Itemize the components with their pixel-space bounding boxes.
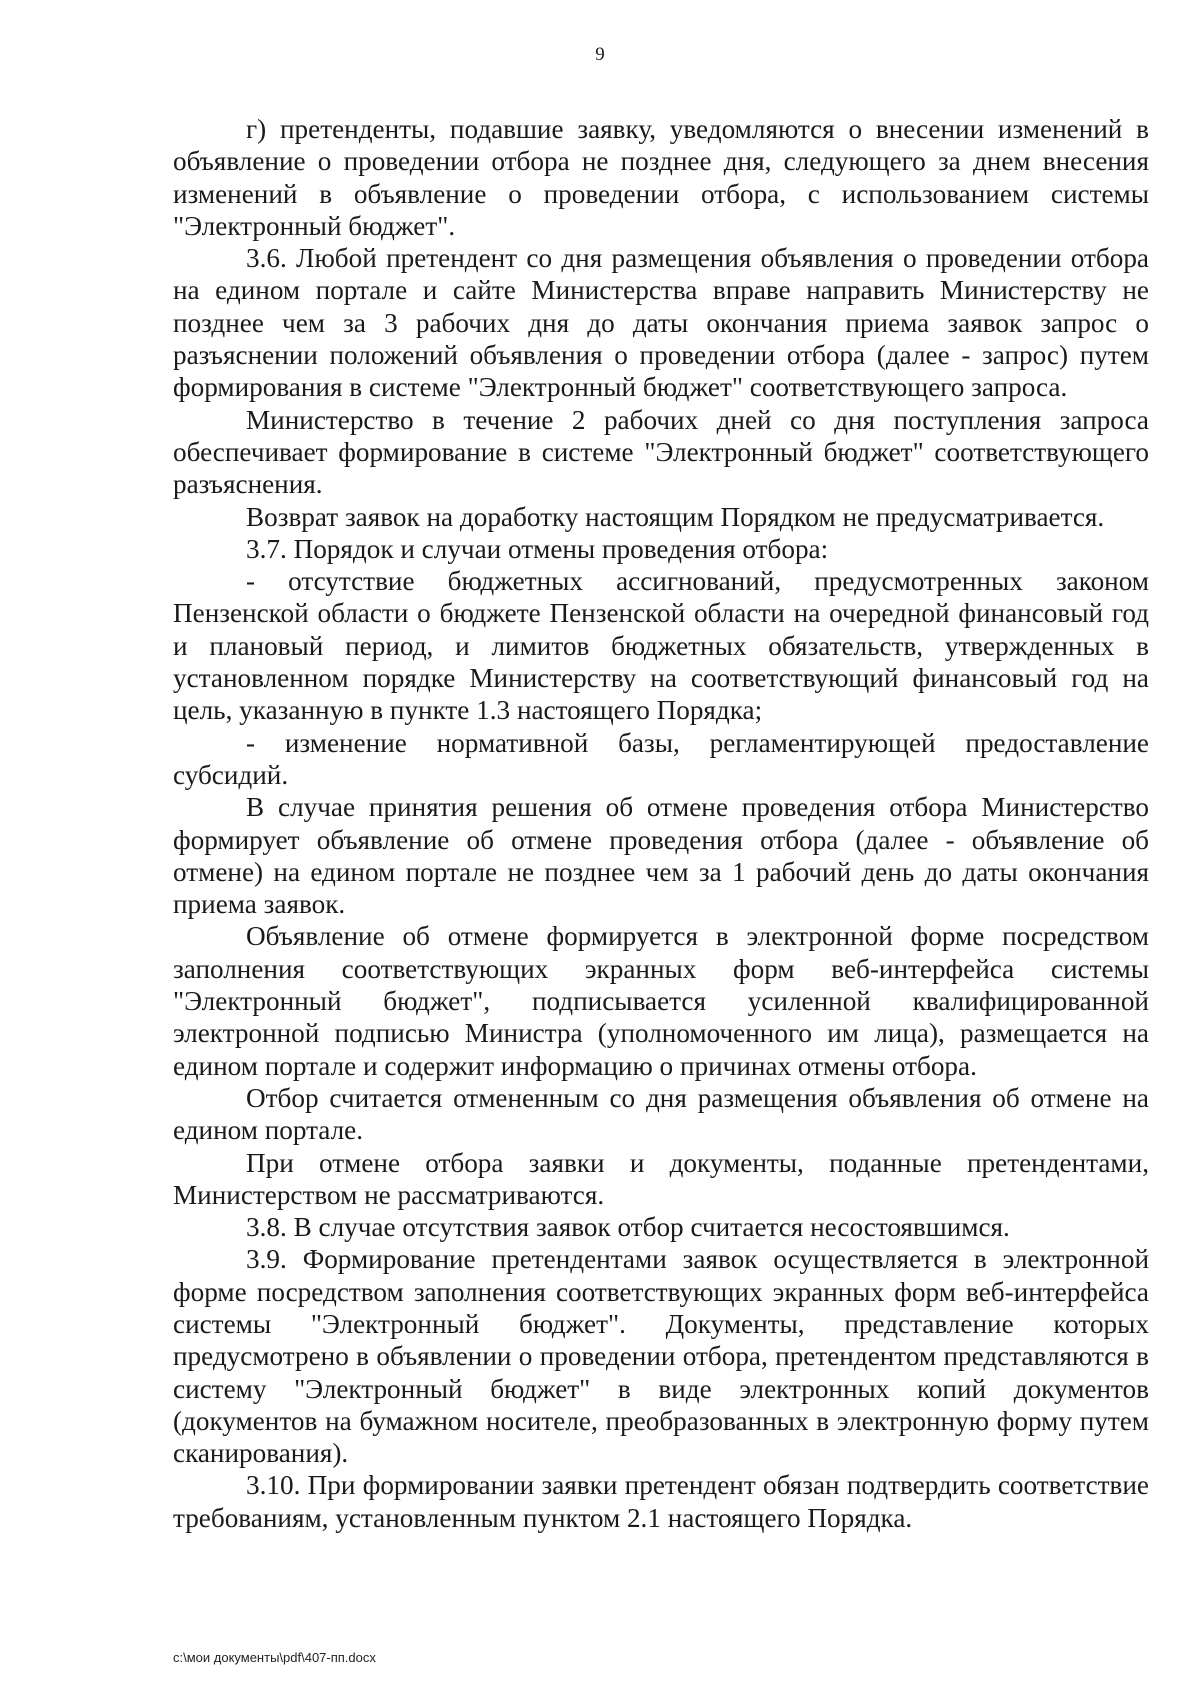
paragraph: Министерство в течение 2 рабочих дней со дня поступления запроса обеспечивает формирование в системе "Электронный бюджет" соответствующего разъяснения.	[173, 404, 1149, 500]
paragraph: Отбор считается отмененным со дня размещения объявления об отмене на едином портале.	[173, 1082, 1149, 1146]
page-number: 9	[595, 44, 605, 65]
paragraph: 3.10. При формировании заявки претендент обязан подтвердить соответствие требованиям, установленным пунктом 2.1 настоящего Порядка.	[173, 1470, 1149, 1533]
paragraph: - изменение нормативной базы, регламентирующей предоставление субсидий.	[173, 727, 1149, 790]
paragraph: Объявление об отмене формируется в электронной форме посредством заполнения соответствующих экранных форм веб-интерфейса системы "Электронный бюджет", подписывается усиленной квалифицированной электронной подписью Министра (уполномоченного им лица), размещается на едином портале и содержит информацию о причинах отмены отбора.	[173, 921, 1149, 1081]
paragraph: 3.9. Формирование претендентами заявок осуществляется в электронной форме посредством заполнения соответствующих экранных форм веб-интерфейса системы "Электронный бюджет". Документы, представление которых предусмотрено в объявлении о проведении отбора, претендентом представляются в систему "Электронный бюджет" в виде электронных копий документов (документов на бумажном носителе, преобразованных в электронную форму путем сканирования).	[173, 1244, 1149, 1469]
paragraph: - отсутствие бюджетных ассигнований, предусмотренных законом Пензенской области о бюджете Пензенской области на очередной финансовый год и плановый период, и лимитов бюджетных обязательств, утвержденных в установленном порядке Министерству на соответствующий финансовый год на цель, указанную в пункте 1.3 настоящего Порядка;	[173, 566, 1149, 726]
paragraph: 3.7. Порядок и случаи отмены проведения отбора:	[246, 533, 829, 564]
paragraph: г) претенденты, подавшие заявку, уведомляются о внесении изменений в объявление о проведении отбора не позднее дня, следующего за днем внесения изменений в объявление о проведении отбора, с использованием системы "Электронный бюджет".	[173, 114, 1149, 241]
paragraph: 3.8. В случае отсутствия заявок отбор считается несостоявшимся.	[246, 1212, 1010, 1243]
paragraph: При отмене отбора заявки и документы, поданные претендентами, Министерством не рассматриваются.	[173, 1147, 1149, 1210]
file-path-footer: c:\мои документы\pdf\407-пп.docx	[173, 1650, 376, 1665]
paragraph: В случае принятия решения об отмене проведения отбора Министерство формирует объявление об отмене проведения отбора (далее - объявление об отмене) на едином портале не позднее чем за 1 рабочий день до даты окончания приема заявок.	[173, 792, 1149, 920]
paragraph: Возврат заявок на доработку настоящим Порядком не предусматривается.	[246, 501, 1105, 532]
document-body	[173, 113, 1149, 1534]
paragraph: 3.6. Любой претендент со дня размещения объявления о проведении отбора на едином портале и сайте Министерства вправе направить Министерству не позднее чем за 3 рабочих дня до даты окончания приема заявок запрос о разъяснении положений объявления о проведении отбора (далее - запрос) путем формирования в системе "Электронный бюджет" соответствующего запроса.	[173, 243, 1149, 403]
